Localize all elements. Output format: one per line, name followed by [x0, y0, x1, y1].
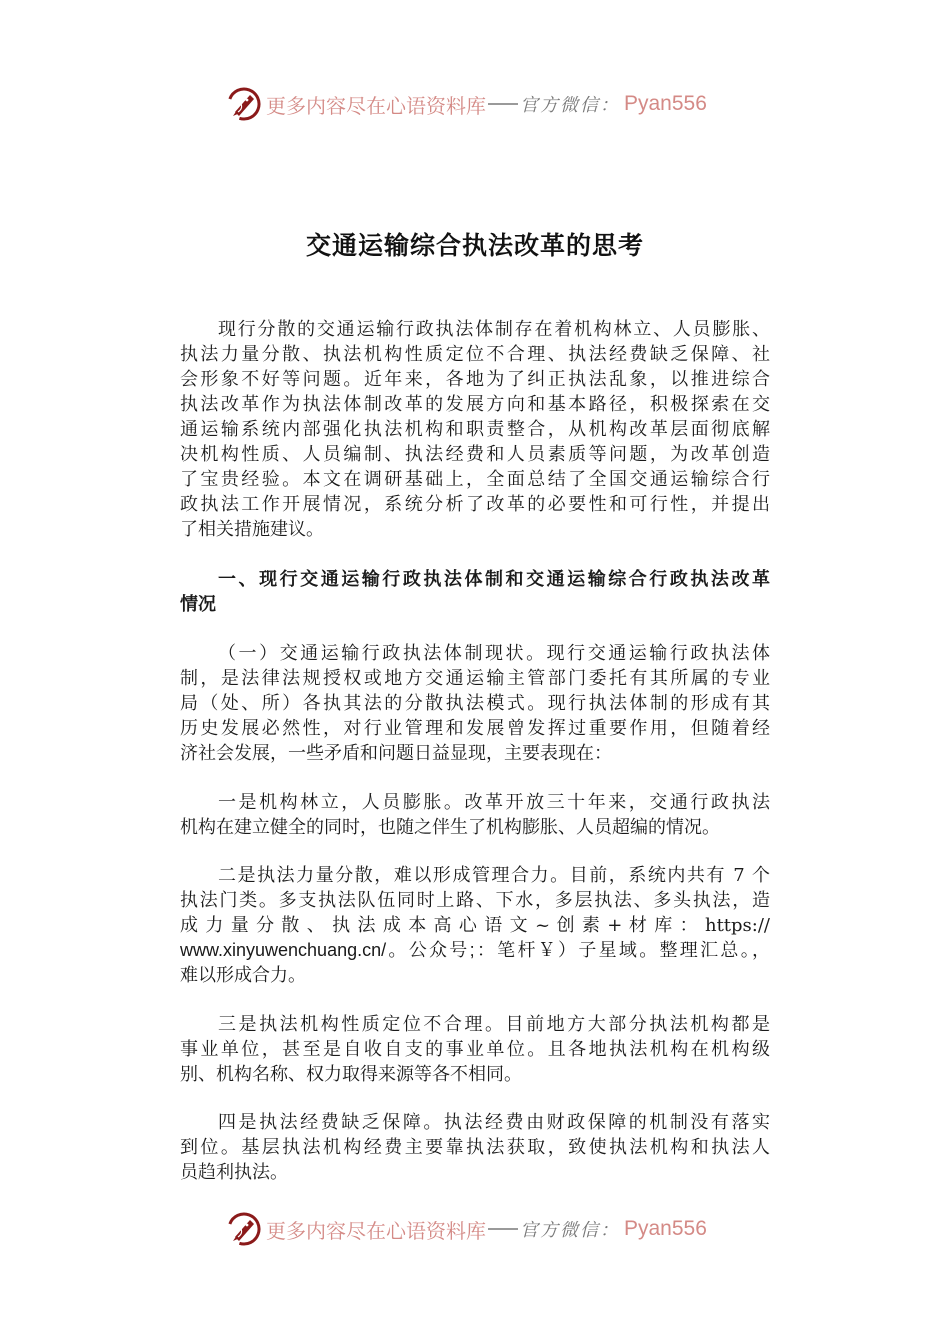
point-two-paragraph: [180, 863, 770, 988]
paragraph-line: 了宝贵经验。本文在调研基础上，全面总结了全国交通运输综合行: [180, 469, 770, 490]
intro-paragraph: [180, 317, 770, 542]
banner-dash-divider: [488, 1228, 518, 1230]
paragraph-line: 会形象不好等问题。近年来，各地为了纠正执法乱象，以推进综合: [180, 369, 770, 390]
paragraph-line: 别、机构名称、权力取得来源等各不相同。: [180, 1064, 522, 1085]
paragraph-line: 难以形成合力。: [180, 965, 306, 986]
footer-banner: [226, 1209, 726, 1249]
banner-wechat-label: 官方微信：: [520, 95, 620, 116]
paragraph-line: 三是执法机构性质定位不合理。目前地方大部分执法机构都是: [218, 1014, 770, 1035]
point-three-paragraph: [180, 1012, 770, 1087]
paragraph-line: 成 力 量 分 散 、 执 法 成 本 高 心 语 文 ~ 创 素 + 材 库 ： https://: [180, 915, 770, 936]
banner-slogan: 更多内容尽在心语资料库: [266, 93, 486, 118]
paragraph-line: 局（处、所）各执其法的分散执法模式。现行执法体制的形成有其: [180, 693, 770, 714]
paragraph-line: 决机构性质、人员编制、执法经费和人员素质等问题，为改革创造: [180, 444, 770, 465]
paragraph-line: （一）交通运输行政执法体制现状。现行交通运输行政执法体: [218, 643, 770, 664]
heading-line: 情况: [180, 594, 216, 615]
paragraph-line: 了相关措施建议。: [180, 519, 324, 540]
paragraph-line: 一是机构林立，人员膨胀。改革开放三十年来，交通行政执法: [218, 792, 770, 813]
paragraph-line: 现行分散的交通运输行政执法体制存在着机构林立、人员膨胀、: [218, 319, 770, 340]
paragraph-line: 执法改革作为执法体制改革的发展方向和基本路径，积极探索在交: [180, 394, 770, 415]
paragraph-line: 二是执法力量分散，难以形成管理合力。目前，系统内共有 7 个: [218, 865, 770, 886]
point-one-paragraph: [180, 790, 770, 840]
paragraph-line: 制，是法律法规授权或地方交通运输主管部门委托有其所属的专业: [180, 668, 770, 689]
paragraph-line: 员趋利执法。: [180, 1162, 288, 1183]
paragraph-line: www.xinyuwenchuang.cn/。公众号;：笔杆￥）子星域。整理汇总。，: [180, 940, 770, 960]
document-title: 交通运输综合执法改革的思考: [305, 231, 644, 260]
banner-wechat-label: 官方微信：: [520, 1220, 620, 1241]
paragraph-line: 四是执法经费缺乏保障。执法经费由财政保障的机制没有落实: [218, 1112, 770, 1133]
section-heading: [180, 567, 770, 617]
paragraph-line: 机构在建立健全的同时，也随之伴生了机构膨胀、人员超编的情况。: [180, 817, 720, 838]
paragraph-line: 历史发展必然性，对行业管理和发展曾发挥过重要作用，但随着经: [180, 718, 770, 739]
point-four-paragraph: [180, 1110, 770, 1185]
paragraph-line: 济社会发展，一些矛盾和问题日益显现，主要表现在：: [180, 743, 612, 764]
quill-pen-logo-icon: [226, 86, 262, 122]
quill-pen-logo-icon: [226, 1211, 262, 1247]
paragraph-line: 事业单位，甚至是自收自支的事业单位。且各地执法机构在机构级: [180, 1039, 770, 1060]
heading-line: 一、现行交通运输行政执法体制和交通运输综合行政执法改革: [218, 569, 770, 590]
paragraph-line: 通运输系统内部强化执法机构和职责整合，从机构改革层面彻底解: [180, 419, 770, 440]
header-banner: [226, 84, 726, 124]
paragraph-line: 到位。基层执法机构经费主要靠执法获取，致使执法机构和执法人: [180, 1137, 770, 1158]
banner-wechat-id: Pyan556: [624, 92, 707, 115]
subsection-paragraph: [180, 641, 770, 766]
paragraph-line: 执法门类。多支执法队伍同时上路、下水，多层执法、多头执法，造: [180, 890, 770, 911]
paragraph-line: 执法力量分散、执法机构性质定位不合理、执法经费缺乏保障、社: [180, 344, 770, 365]
banner-slogan: 更多内容尽在心语资料库: [266, 1218, 486, 1243]
banner-wechat-id: Pyan556: [624, 1217, 707, 1240]
banner-dash-divider: [488, 103, 518, 105]
paragraph-line: 政执法工作开展情况，系统分析了改革的必要性和可行性，并提出: [180, 494, 770, 515]
